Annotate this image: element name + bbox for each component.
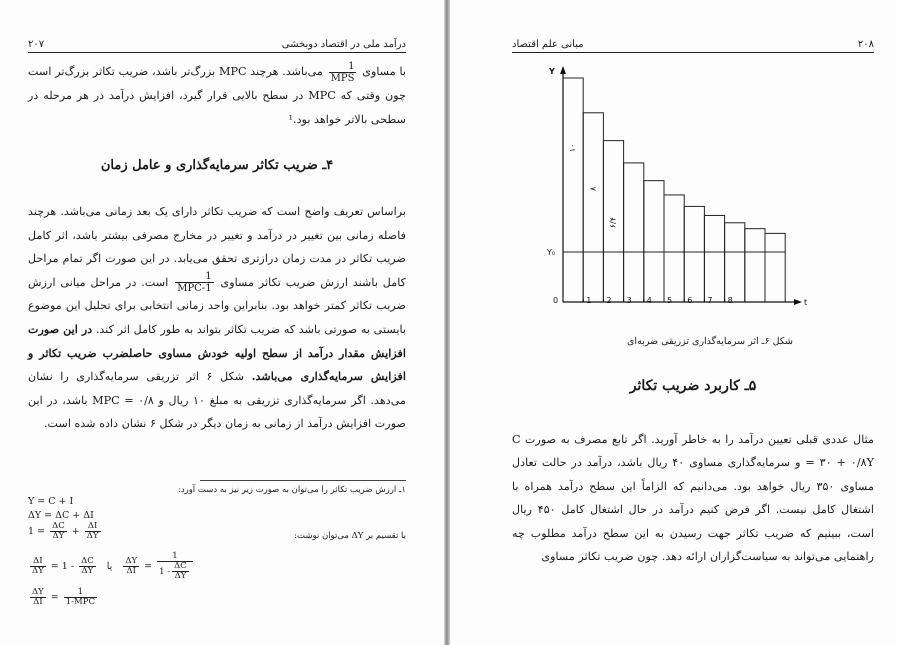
equation-3 (28, 522, 103, 541)
eq3-plus: + (71, 526, 80, 537)
eq4-frac-2 (79, 557, 96, 576)
eq3-frac-2 (85, 522, 101, 541)
x-tick-label: 5 (667, 296, 673, 305)
mpc-fraction (175, 271, 213, 294)
bar-value-label: ۱۰ (568, 143, 578, 153)
eq3-frac-1 (50, 522, 67, 541)
right-section-heading: ۵ـ کاربرد ضریب تکاثر (629, 378, 757, 394)
eq4-frac-4 (157, 552, 193, 581)
left-page-number: ۲۰۷ (28, 39, 45, 50)
bar-value-label: ۶/۴ (608, 216, 618, 229)
mps-frac-den: MPS (330, 72, 355, 84)
y-axis-label: Y (549, 67, 555, 76)
x-tick-label: 8 (727, 296, 733, 305)
chart-bar (644, 181, 664, 302)
x-tick-label: 1 (586, 296, 592, 305)
eq5-f2-den: 1-MPC (65, 597, 95, 607)
eq4-eq: = (144, 561, 153, 572)
y-axis-arrow (560, 66, 566, 74)
main-para-part3: شکل ۶ اثر تزریقی سرمایه‌گذاری را نشان می‌دهد. اگر سرمایه‌گذاری تزریقی به مبلغ ۱۰ ریال و ۰/۸ = MPC باشد، در این صورت افزایش درآمد از زمانی به زمان دیگر در شکل ۶ نشان داده شده است. (28, 370, 407, 431)
chart-bar (765, 233, 785, 302)
left-page (0, 0, 446, 645)
eq4-f4-den-pre: 1 - (159, 567, 171, 577)
eq3-f1-den: ΔY (52, 531, 65, 541)
eq4-f4-den-num: ΔC (174, 561, 187, 571)
eq4-frac-1 (30, 557, 46, 576)
chart-bar (684, 206, 704, 302)
eq4-f1-den: ΔY (32, 566, 44, 576)
left-header-title: درآمد ملی در اقتصاد دوبخشی (281, 39, 406, 50)
eq4-f3-num: ΔY (125, 556, 138, 566)
eq4-f3-den: ΔI (126, 566, 136, 576)
x-tick-label: 0 (553, 296, 559, 305)
main-para-part2: است. در مراحل میانی ارزش ضریب تکاثر کمتر خواهد بود. بنابراین واحد زمانی انتخابی برای تحلیل این موضوع بایستی به صورتی باشد که ضریب تکاثر بتواند به طور کامل اثر کند. (28, 275, 406, 336)
eq4-f1-num: ΔI (30, 557, 46, 567)
right-running-header (512, 34, 874, 50)
eq3-f1-num: ΔC (52, 521, 65, 531)
eq4-f4-den (157, 562, 193, 581)
eq3-f2-den: ΔY (86, 531, 99, 541)
eq5-f1-num: ΔY (32, 587, 44, 597)
eq4-f4-nested-frac (172, 562, 189, 581)
eq4-frac-3 (123, 557, 139, 576)
x-tick-label: 7 (707, 296, 713, 305)
right-paragraph: مثال عددی قبلی تعیین درآمد را به خاطر آورید. اگر تابع مصرف به صورت C = ۳۰ + ۰/۸Y و سرمایه‌گذاری مساوی ۴۰ ریال باشد، درآمد در حالت تعادل مساوی ۳۵۰ ریال خواهد بود. می‌دانیم که الزاماً این سطح درآمد همراه با اشتغال کامل نیست. اگر فرض کنیم درآمد در حال اشتغال کامل ۴۵۰ ریال است، ببینیم که ضریب تکاثر جهت رسیدن به این سطح درآمد مطلوب چه راهنمایی می‌تواند به سیاست‌گزاران ارائه دهد. چون ضریب تکاثر مساوی (512, 433, 874, 564)
eq4-f4-num: 1 (157, 552, 193, 562)
left-section-heading: ۴ـ ضریب تکاثر سرمایه‌گذاری و عامل زمان (100, 158, 334, 173)
eq4-f2-num: ΔC (81, 556, 94, 566)
left-main-paragraph (28, 200, 406, 436)
x-tick-label: 2 (606, 296, 612, 305)
x-tick-label: 6 (687, 296, 693, 305)
x-axis-arrow (794, 299, 802, 305)
right-header-title: مبانی علم اقتصاد (512, 39, 584, 50)
footnote-rule (200, 480, 406, 481)
mps-fraction (329, 61, 357, 84)
chart-bar (745, 229, 765, 302)
equation-4 (28, 552, 195, 581)
main-para-part1: براساس تعریف واضح است که ضریب تکاثر دارای یک بعد زمانی می‌باشد. هرچند فاصله زمانی بین تغییر در درآمد و تغییر در مخارج مصرفی بیشتر باشد، اثر کامل ضریب تکاثر در مدت زمان درازتری تحقق می‌یابد. در این صورت اگر تمام مراحل کامل باشند ارزش ضریب تکاثر مساوی (28, 205, 407, 289)
chart-bar (664, 195, 684, 302)
equation-2: ΔY = ΔC + ΔI (28, 510, 94, 521)
eq4-mid: = 1 - (50, 561, 75, 572)
x-tick-label: 4 (646, 296, 652, 305)
chart-bar (704, 215, 724, 302)
mpc-frac-den: 1-MPC (177, 283, 212, 295)
eq5-f1-den: ΔI (33, 597, 43, 607)
right-header-rule (512, 52, 874, 53)
chart-bar (624, 163, 644, 302)
mps-frac-num: 1 (329, 61, 357, 73)
footnote-note: با تقسیم بر ΔY می‌توان نوشت: (294, 531, 406, 541)
multiplier-chart (545, 62, 810, 312)
eq5-f2-num: 1 (64, 588, 97, 598)
left-running-header (28, 34, 406, 50)
left-header-rule (28, 52, 406, 53)
main-para-bold: در این صورت افزایش مقدار درآمد از سطح اولیه خودش مساوی حاصلضرب ضریب تکاثر و افزایش سرمایه‌گذاری می‌باشد. (28, 321, 406, 384)
x-tick-label: 3 (626, 296, 632, 305)
bar-value-label: ۸ (588, 186, 598, 191)
eq3-lhs: 1 = (28, 526, 46, 537)
eq5-frac-1 (30, 588, 46, 607)
left-top-paragraph (28, 60, 406, 131)
equation-1: Y = C + I (28, 496, 74, 507)
eq3-f2-num: ΔI (85, 522, 101, 532)
chart-bar (563, 78, 583, 302)
baseline-label: Y₀ (547, 248, 556, 257)
mpc-frac-num: 1 (175, 271, 213, 283)
top-para-start: با مساوی (362, 65, 406, 78)
eq5-frac-2 (64, 588, 97, 607)
eq4-f4-den-den: ΔY (174, 571, 187, 581)
right-page-number: ۲۰۸ (857, 39, 874, 50)
figure-caption: شکل ۶ـ اثر سرمایه‌گذاری تزریقی ضربه‌ای (627, 336, 793, 347)
right-page (450, 0, 897, 645)
chart-bar (725, 223, 745, 302)
x-axis-label: t (804, 298, 808, 307)
top-para-rest: می‌باشد. هرچند MPC بزرگ‌تر باشد، ضریب تکاثر بزرگ‌تر است چون وقتی که MPC در سطح بالایی قرار گیرد، افزایش درآمد در هر مرحله در سطحی بالاتر خواهد بود.¹ (28, 65, 406, 126)
eq5-eq: = (50, 592, 59, 603)
equation-5 (28, 588, 99, 607)
eq4-f2-den: ΔY (81, 566, 94, 576)
eq4-sep: یا (106, 561, 113, 572)
footnote-text: ۱ـ ارزش ضریب تکاثر را می‌توان به صورت زیر نیز به دست آورد: (177, 485, 406, 495)
chart-bar (583, 113, 603, 302)
